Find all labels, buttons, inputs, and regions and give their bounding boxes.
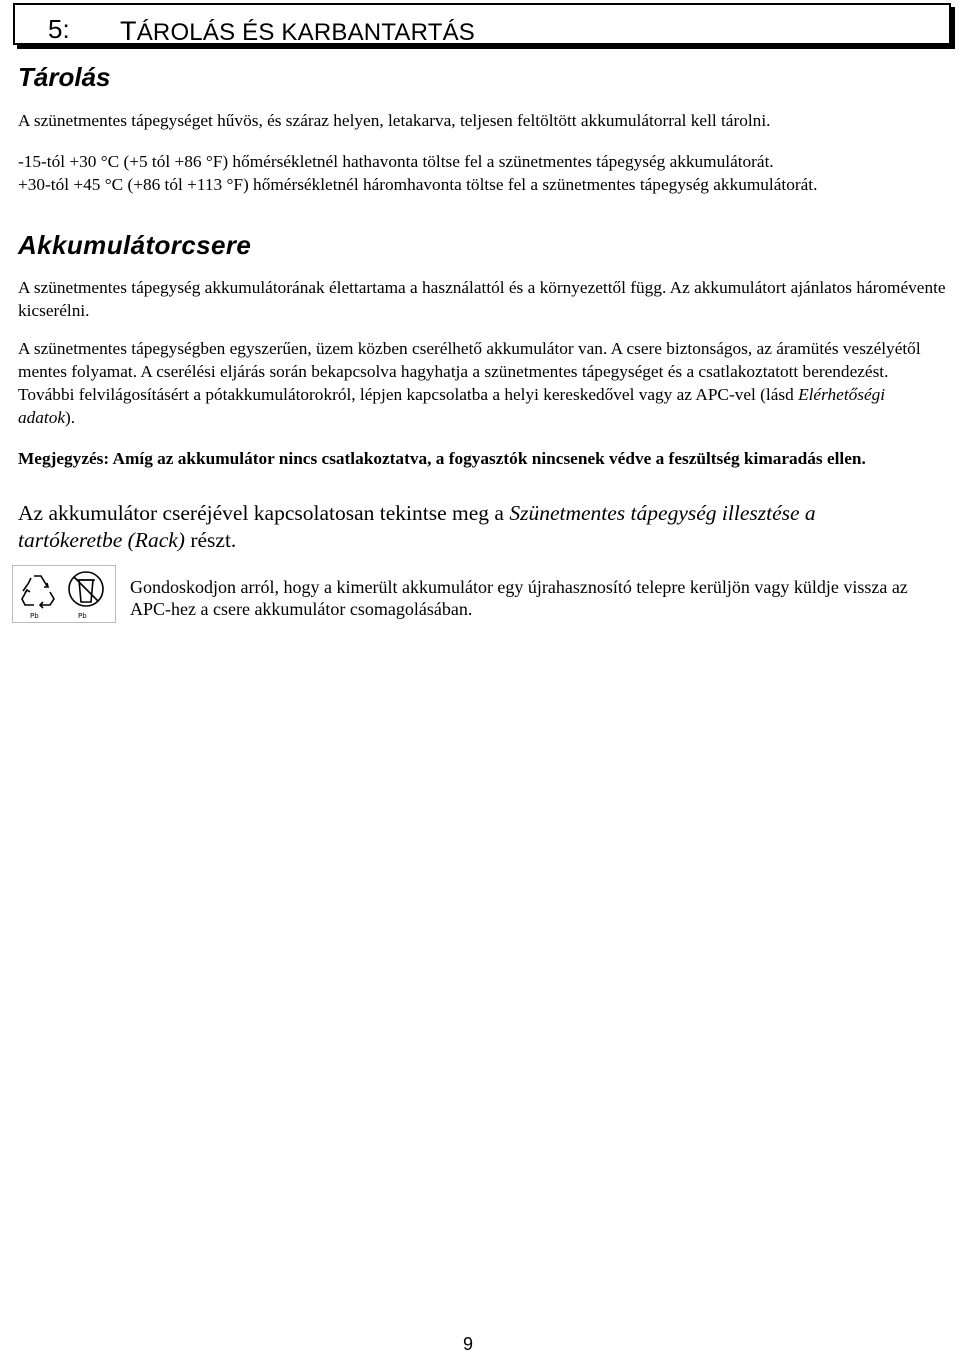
storage-heading: Tárolás	[18, 62, 111, 92]
recycling-icons	[12, 565, 116, 623]
no-trash-pb-label: Pb	[78, 612, 87, 620]
storage-line-cold: -15-tól +30 °C (+5 tól +86 °F) hőmérsékletnél hathavonta töltse fel a szünetmentes tápegység akkumulátorát.	[18, 152, 774, 171]
rack-reference	[18, 500, 918, 554]
battery-heading: Akkumulátorcsere	[18, 230, 252, 260]
chapter-title	[120, 16, 475, 47]
battery-paragraph-1: A szünetmentes tápegység akkumulátorának élettartama a használattól és a környezettől függ. Az akkumulátort ajánlatos háromévente kicserélni.	[18, 278, 946, 320]
battery-paragraph-2	[18, 337, 938, 429]
chapter-number: 5:	[48, 14, 70, 44]
chapter-title-initial: T	[120, 16, 137, 46]
recycle-pb-label: Pb	[30, 612, 39, 620]
contact-info-reference: Elérhetőségi adatok	[18, 385, 886, 427]
storage-line-warm: +30-tól +45 °C (+86 tól +113 °F) hőmérsékletnél háromhavonta töltse fel a szünetmentes tápegység akkumulátorát.	[18, 175, 818, 194]
battery-paragraph-2-text: A szünetmentes tápegységben egyszerűen, üzem közben cserélhető akkumulátor van. A csere biztonságos, az áramütés veszélyétől mentes folyamat. A cserélési eljárás során bekapcsolva hagyhatja a szünetmentes tápegységet és a csatlakoztatott berendezést. További felvilágosításért a pótakkumulátorokról, lépjen kapcsolatba a helyi kereskedővel vagy az APC-vel (lásd	[18, 339, 921, 404]
chapter-header	[13, 3, 951, 45]
rack-reference-title: Szünetmentes tápegység illesztése a tartókeretbe (Rack)	[18, 501, 816, 552]
rack-reference-end: részt.	[184, 528, 237, 552]
no-trash-bin-icon	[65, 568, 107, 620]
rack-reference-text: Az akkumulátor cseréjével kapcsolatosan tekintse meg a	[18, 501, 510, 525]
page-number: 9	[463, 1334, 474, 1354]
recycle-instruction: Gondoskodjon arról, hogy a kimerült akkumulátor egy újrahasznosító telepre kerüljön vagy küldje vissza az APC-hez a csere akkumulátor csomagolásában.	[130, 577, 908, 619]
chapter-title-rest: ÁROLÁS ÉS KARBANTARTÁS	[136, 19, 475, 46]
recycle-icon	[17, 568, 59, 620]
storage-paragraph-1: A szünetmentes tápegységet hűvös, és száraz helyen, letakarva, teljesen feltöltött akkumulátorral kell tárolni.	[18, 111, 771, 130]
storage-paragraph-2	[18, 150, 946, 196]
battery-note: Megjegyzés: Amíg az akkumulátor nincs csatlakoztatva, a fogyasztók nincsenek védve a feszültség kimaradás ellen.	[18, 449, 866, 468]
battery-paragraph-2-end: ).	[65, 408, 76, 427]
